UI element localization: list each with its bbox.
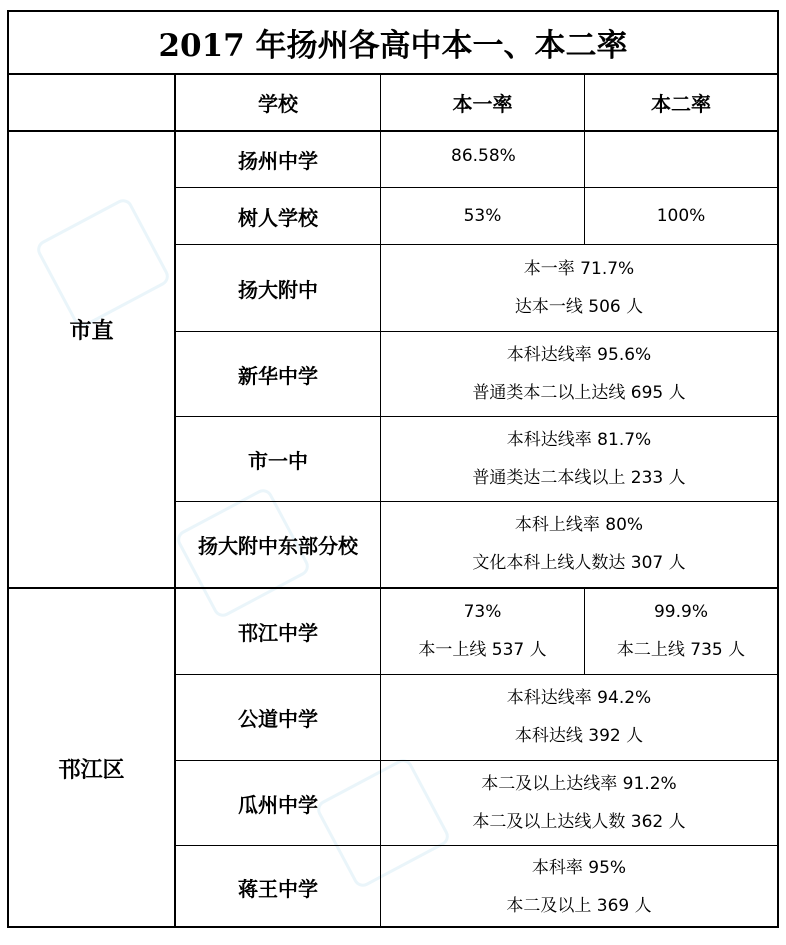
rate2-value xyxy=(585,132,777,187)
merged-rate-cell xyxy=(381,502,777,587)
count-line: 文化本科上线人数达 307 人 xyxy=(472,553,686,573)
merged-rate-cell xyxy=(381,245,777,331)
rate-line: 73% xyxy=(463,602,502,622)
header-rate2: 本二率 xyxy=(651,92,711,116)
rate-line: 本科上线率 80% xyxy=(514,515,644,535)
count-line: 本二上线 735 人 xyxy=(616,640,746,660)
rate1-value: 86.58% xyxy=(451,145,516,166)
school-name: 蒋王中学 xyxy=(238,876,318,901)
count-line: 本二及以上达线人数 362 人 xyxy=(472,811,686,832)
rate2-value: 100% xyxy=(656,206,706,226)
rate-line: 本二及以上达线率 91.2% xyxy=(481,773,677,794)
rate2-cell xyxy=(585,589,777,674)
rate1-cell xyxy=(381,589,584,674)
merged-rate-cell xyxy=(381,417,777,501)
header-blank xyxy=(9,75,174,130)
header-rate1: 本一率 xyxy=(452,92,513,116)
school-name: 树人学校 xyxy=(238,205,318,230)
count-line: 达本一线 506 人 xyxy=(514,296,644,317)
school-name: 市一中 xyxy=(248,448,308,473)
rate1-value: 53% xyxy=(463,206,502,226)
rate-line: 本科率 95% xyxy=(531,857,627,878)
rate-line: 本科达线率 95.6% xyxy=(506,344,652,365)
school-name: 新华中学 xyxy=(238,363,318,388)
school-name: 扬大附中东部分校 xyxy=(198,534,358,558)
merged-rate-cell xyxy=(381,761,777,845)
count-line: 本一上线 537 人 xyxy=(418,640,547,660)
region-hanjiang: 邗江区 xyxy=(58,758,125,783)
count-line: 普通类达二本线以上 233 人 xyxy=(472,467,686,488)
rate-line: 本科达线率 81.7% xyxy=(506,429,652,450)
school-name: 扬大附中 xyxy=(238,277,318,302)
merged-rate-cell xyxy=(381,846,777,928)
school-name: 邗江中学 xyxy=(238,621,318,645)
count-line: 本科达线 392 人 xyxy=(514,726,644,746)
count-line: 本二及以上 369 人 xyxy=(506,895,652,916)
merged-rate-cell xyxy=(381,675,777,760)
school-name: 扬州中学 xyxy=(238,149,318,173)
region-shizhi: 市直 xyxy=(69,319,114,344)
school-name: 公道中学 xyxy=(238,707,318,731)
rate-line: 本一率 71.7% xyxy=(523,258,635,279)
school-name: 瓜州中学 xyxy=(238,792,318,817)
table-title: 2017 年扬州各高中本一、本二率 xyxy=(158,27,628,64)
merged-rate-cell xyxy=(381,332,777,416)
rate-line: 99.9% xyxy=(653,602,708,622)
count-line: 普通类本二以上达线 695 人 xyxy=(472,382,686,403)
rate-line: 本科达线率 94.2% xyxy=(506,688,652,708)
header-school: 学校 xyxy=(258,92,298,116)
